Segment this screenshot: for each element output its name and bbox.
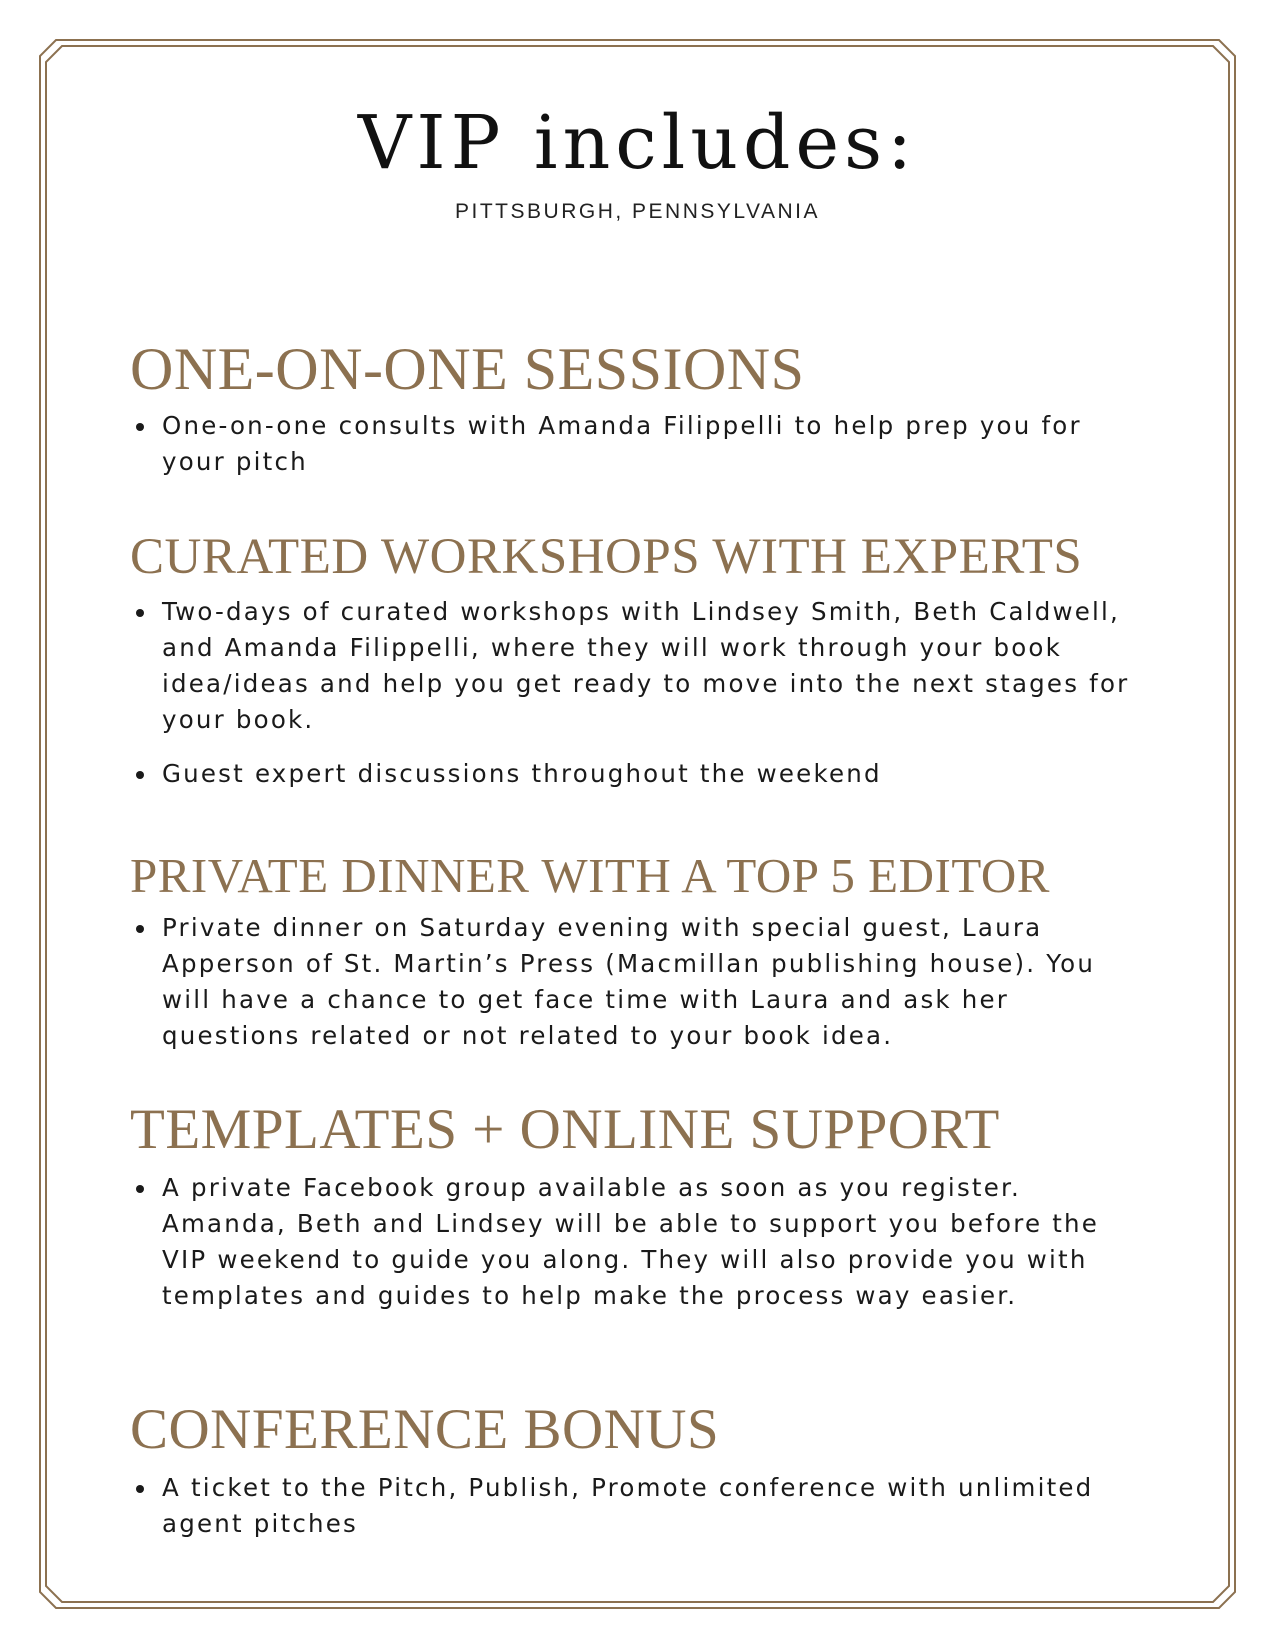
bullet-item: Two-days of curated workshops with Lindsey Smith, Beth Caldwell, and Amanda Filippelli, where they will work through your book idea/ideas and help you get ready to move into the next stages for your book.	[130, 594, 1150, 738]
section-heading: PRIVATE DINNER WITH A TOP 5 EDITOR	[130, 848, 1050, 903]
section-heading: ONE-ON-ONE SESSIONS	[130, 336, 805, 402]
section-curated-workshops	[130, 530, 1150, 792]
bullet-list	[130, 594, 1150, 792]
bullet-dot-icon	[136, 771, 144, 779]
bullet-dot-icon	[136, 423, 144, 431]
page-title: VIP includes:	[357, 100, 918, 186]
bullet-item: Guest expert discussions throughout the weekend	[130, 756, 1150, 792]
bullet-list	[130, 910, 1150, 1054]
section-private-dinner	[130, 850, 1150, 1054]
bullet-list	[130, 1470, 1150, 1542]
section-heading: CONFERENCE BONUS	[130, 1398, 720, 1461]
bullet-item: A ticket to the Pitch, Publish, Promote conference with unlimited agent pitches	[130, 1470, 1150, 1542]
bullet-dot-icon	[136, 609, 144, 617]
section-heading: TEMPLATES + ONLINE SUPPORT	[130, 1098, 1000, 1161]
bullet-list	[130, 1170, 1150, 1314]
bullet-dot-icon	[136, 1185, 144, 1193]
bullet-item: Private dinner on Saturday evening with special guest, Laura Apperson of St. Martin’s Press (Macmillan publishing house). You will have a chance to get face time with Laura and ask her questions related or not related to your book idea.	[130, 910, 1150, 1054]
section-one-on-one-sessions	[130, 338, 1150, 480]
bullet-item: A private Facebook group available as soon as you register. Amanda, Beth and Lindsey will be able to support you before the VIP weekend to guide you along. They will also provide you with templates and guides to help make the process way easier.	[130, 1170, 1150, 1314]
location-subtitle: PITTSBURGH, PENNSYLVANIA	[455, 200, 820, 223]
section-conference-bonus	[130, 1400, 1150, 1542]
bullet-item: One-on-one consults with Amanda Filippelli to help prep you for your pitch	[130, 408, 1150, 480]
bullet-dot-icon	[136, 1485, 144, 1493]
section-heading: CURATED WORKSHOPS WITH EXPERTS	[130, 529, 1083, 585]
bullet-list	[130, 408, 1150, 480]
section-templates-online-support	[130, 1100, 1150, 1314]
bullet-dot-icon	[136, 925, 144, 933]
